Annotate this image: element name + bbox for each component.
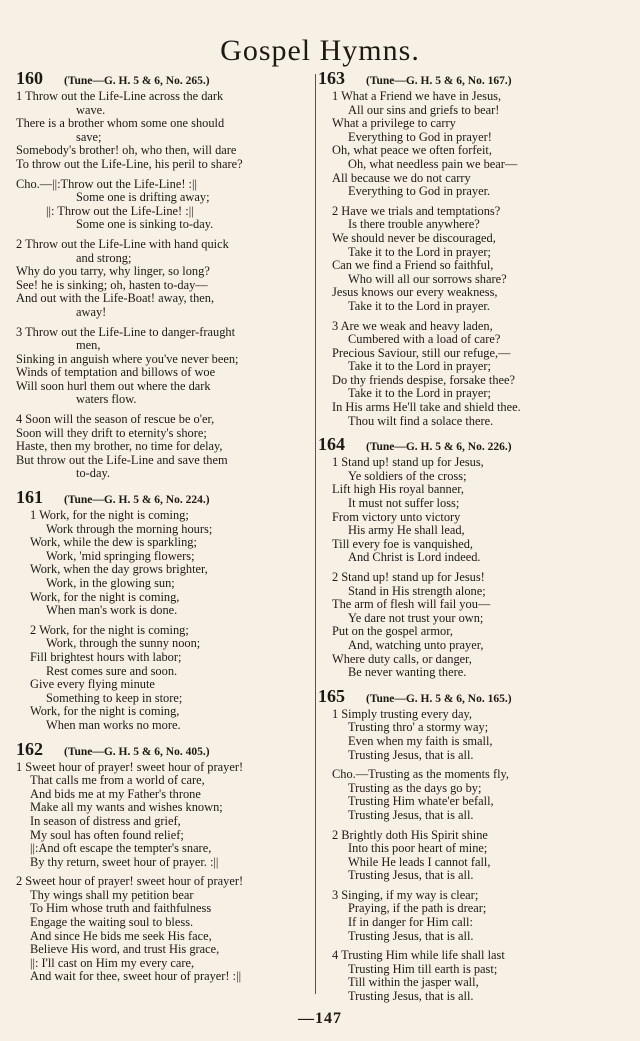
verse-line: Put on the gospel armor, [332, 625, 453, 639]
verse-line: That calls me from a world of care, [30, 774, 205, 788]
verse-line: Is there trouble anywhere? [348, 218, 480, 232]
verse-line: 3 Singing, if my way is clear; [332, 888, 479, 902]
verse-line: See! he is sinking; oh, hasten to-day— [16, 278, 208, 292]
verse-line: Oh, what peace we often forfeit, [332, 144, 492, 158]
verse-line: Trusting as the days go by; [348, 781, 482, 795]
verse-line: All our sins and griefs to bear! [348, 103, 500, 117]
verse-line: In season of distress and grief, [30, 814, 181, 828]
verse-line: It must not suffer loss; [348, 497, 460, 511]
verse-line: Take it to the Lord in prayer; [348, 387, 491, 401]
verse-line: Take it to the Lord in prayer; [348, 360, 491, 374]
verse-line: We should never be discouraged, [332, 231, 496, 245]
right-column [318, 70, 624, 1012]
verse [318, 829, 624, 883]
hymn-number: 163 [318, 68, 345, 88]
verse-line: and strong; [76, 251, 132, 265]
hymn-header [318, 436, 624, 456]
verse-line: My soul has often found relief; [30, 828, 184, 842]
left-column [16, 70, 314, 992]
verse [318, 320, 624, 429]
hymn-header [16, 70, 314, 90]
verse-line: Why do you tarry, why linger, so long? [16, 265, 210, 279]
verse [318, 205, 624, 314]
verse-line: Work, when the day grows brighter, [30, 563, 208, 577]
verse-line: 2 Brightly doth His Spirit shine [332, 828, 488, 842]
hymn-number: 162 [16, 738, 43, 759]
hymn [16, 738, 314, 985]
tune-reference: (Tune—G. H. 5 & 6, No. 165.) [366, 692, 512, 705]
verse-line: And Christ is Lord indeed. [348, 551, 481, 565]
verse-line: Cumbered with a load of care? [348, 333, 501, 347]
verse-line: Cho.—||:Throw out the Life-Line! :|| [16, 177, 197, 191]
verse-line: 1 Throw out the Life-Line across the dark [16, 90, 224, 103]
verse-line: Thy wings shall my petition bear [30, 888, 194, 902]
verse-line: Precious Saviour, still our refuge,— [332, 346, 511, 360]
hymn-header [16, 738, 314, 761]
verse-line: The arm of flesh will fail you— [332, 598, 491, 612]
verse-line: 2 Sweet hour of prayer! sweet hour of prayer! [16, 875, 244, 889]
verse-line: wave. [76, 103, 106, 117]
verse-line: Trusting thro' a stormy way; [348, 721, 489, 735]
verse-line: 1 Simply trusting every day, [332, 707, 472, 721]
verse-line: And bids me at my Father's throne [30, 787, 201, 801]
verse-line: Ye soldiers of the cross; [348, 469, 467, 483]
verse-line: 2 Throw out the Life-Line with hand quick [16, 237, 229, 251]
verse-line: Trusting Him till earth is past; [348, 962, 498, 976]
verse-line: And wait for thee, sweet hour of prayer! :|| [30, 970, 242, 984]
hymn-header [318, 685, 624, 708]
verse-line: Work, for the night is coming, [30, 590, 180, 604]
verse-line: Praying, if the path is drear; [348, 902, 487, 916]
verse-line: Some one is sinking to-day. [76, 218, 214, 232]
verse-line: Trusting Jesus, that is all. [348, 808, 474, 822]
verse-line: Trusting Jesus, that is all. [348, 990, 474, 1004]
verse-line: To Him whose truth and faithfulness [30, 902, 212, 916]
verse [16, 509, 314, 618]
verse-line: Till within the jasper wall, [348, 976, 479, 990]
verse-line: Everything to God in prayer! [348, 130, 492, 144]
verse [318, 571, 624, 680]
verse-line: In His arms He'll take and shield thee. [332, 401, 521, 415]
verse-line: While He leads I cannot fall, [348, 855, 491, 869]
column-divider [315, 74, 316, 994]
verse-line: Stand in His strength alone; [348, 584, 486, 598]
verse-line: Some one is drifting away; [76, 191, 210, 205]
verse-line: men, [76, 339, 101, 353]
verse [16, 624, 314, 733]
hymn-number: 164 [318, 434, 345, 455]
tune-reference: (Tune—G. H. 5 & 6, No. 224.) [64, 494, 210, 507]
verse-line: Believe His word, and trust His grace, [30, 943, 220, 957]
verse-line: waters flow. [76, 393, 137, 407]
hymn [16, 489, 314, 733]
verse-line: From victory unto victory [332, 510, 461, 524]
verse-line: 4 Trusting Him while life shall last [332, 949, 505, 963]
verse-line: Will soon hurl them out where the dark [16, 379, 211, 393]
verse-line: 1 Stand up! stand up for Jesus, [332, 456, 484, 470]
verse [16, 178, 314, 232]
verse-line: Work, in the glowing sun; [46, 577, 175, 590]
verse [318, 889, 624, 943]
verse-line: ||: Throw out the Life-Line! :|| [46, 204, 194, 218]
verse-line: Trusting Him whate'er befall, [348, 795, 494, 809]
verse-line: Where duty calls, or danger, [332, 652, 472, 666]
verse-line: Work, while the dew is sparkling; [30, 536, 197, 550]
hymn-number: 161 [16, 487, 43, 508]
verse [16, 761, 314, 870]
verse-line: Take it to the Lord in prayer; [348, 245, 491, 259]
verse-line: 2 Have we trials and temptations? [332, 204, 501, 218]
verse-line: And since He bids me seek His face, [30, 929, 212, 943]
verse-line: Fill brightest hours with labor; [30, 650, 182, 664]
verse [16, 326, 314, 408]
verse-line: Thou wilt find a solace there. [348, 414, 494, 428]
hymn [16, 70, 314, 481]
verse-line: Rest comes sure and soon. [46, 664, 178, 678]
verse-line: Work, 'mid springing flowers; [46, 549, 195, 563]
verse-line: Somebody's brother! oh, who then, will dare [16, 144, 237, 158]
verse-line: Soon will they drift to eternity's shore; [16, 426, 207, 440]
verse-line: Be never wanting there. [348, 666, 467, 680]
verse-line: Into this poor heart of mine; [348, 842, 488, 856]
verse-line: If in danger for Him call: [348, 916, 473, 930]
tune-reference: (Tune—G. H. 5 & 6, No. 167.) [366, 75, 512, 87]
verse-line: Work, for the night is coming, [30, 705, 180, 719]
verse-line: And out with the Life-Boat! away, then, [16, 292, 215, 306]
hymn [318, 685, 624, 1004]
hymn-number: 165 [318, 685, 345, 706]
verse-line: When man's work is done. [46, 604, 178, 618]
hymn-header [16, 489, 314, 509]
verse [318, 456, 624, 565]
verse-line: What a privilege to carry [332, 117, 456, 131]
tune-reference: (Tune—G. H. 5 & 6, No. 265.) [64, 75, 210, 87]
verse [318, 708, 624, 762]
verse-line: 1 Work, for the night is coming; [30, 509, 189, 523]
verse-line: 2 Work, for the night is coming; [30, 623, 189, 637]
verse-line: Trusting Jesus, that is all. [348, 929, 474, 943]
verse-line: save; [76, 130, 102, 144]
verse-line: Give every flying minute [30, 678, 155, 692]
verse-line: Engage the waiting soul to bless. [30, 916, 194, 930]
verse-line: All because we do not carry [332, 171, 471, 185]
verse-line: And, watching unto prayer, [348, 638, 484, 652]
verse-line: Work, through the sunny noon; [46, 637, 201, 651]
verse-line: Jesus knows our every weakness, [332, 286, 498, 300]
verse-line: 2 Stand up! stand up for Jesus! [332, 571, 485, 584]
verse-line: Trusting Jesus, that is all. [348, 869, 474, 883]
verse [16, 90, 314, 172]
verse-line: By thy return, sweet hour of prayer. :|| [30, 855, 219, 869]
verse-line: away! [76, 305, 107, 319]
verse-line: Everything to God in prayer. [348, 185, 491, 199]
verse-line: ||: I'll cast on Him my every care, [30, 956, 195, 970]
verse-line: 1 Sweet hour of prayer! sweet hour of prayer! [16, 760, 244, 774]
verse-line: Winds of temptation and billows of woe [16, 366, 216, 380]
verse [318, 90, 624, 199]
verse-line: Haste, then my brother, no time for delay, [16, 440, 223, 454]
verse-line: Even when my faith is small, [348, 734, 493, 748]
hymn [318, 436, 624, 680]
tune-reference: (Tune—G. H. 5 & 6, No. 405.) [64, 745, 210, 758]
tune-reference: (Tune—G. H. 5 & 6, No. 226.) [366, 441, 512, 454]
verse [16, 238, 314, 320]
verse-line: When man works no more. [46, 718, 181, 732]
verse-line: 4 Soon will the season of rescue be o'er, [16, 413, 215, 427]
verse-line: There is a brother whom some one should [16, 117, 225, 131]
verse-line: Lift high His royal banner, [332, 483, 464, 497]
verse-line: Can we find a Friend so faithful, [332, 259, 494, 273]
verse-line: Something to keep in store; [46, 691, 183, 705]
page-title: Gospel Hymns. [220, 34, 420, 67]
hymn-number: 160 [16, 68, 43, 88]
hymn-header [318, 70, 624, 90]
hymn [318, 70, 624, 428]
verse-line: Till every foe is vanquished, [332, 537, 473, 551]
verse-line: to-day. [76, 467, 110, 481]
verse-line: To throw out the Life-Line, his peril to share? [16, 157, 243, 171]
verse-line: Take it to the Lord in prayer. [348, 299, 490, 313]
verse-line: Ye dare not trust your own; [348, 611, 484, 625]
verse [318, 768, 624, 822]
verse-line: Cho.—Trusting as the moments fly, [332, 768, 510, 782]
page-number: —147 [298, 1010, 342, 1027]
verse-line: ||:And oft escape the tempter's snare, [30, 842, 212, 856]
verse-line: 3 Throw out the Life-Line to danger-fraught [16, 325, 236, 339]
verse-line: Sinking in anguish where you've never been; [16, 352, 239, 366]
verse-line: 3 Are we weak and heavy laden, [332, 319, 493, 333]
verse [16, 413, 314, 481]
verse [16, 875, 314, 984]
verse-line: 1 What a Friend we have in Jesus, [332, 90, 502, 103]
verse-line: But throw out the Life-Line and save them [16, 453, 228, 467]
verse-line: Who will all our sorrows share? [348, 272, 507, 286]
verse [318, 949, 624, 1003]
verse-line: Oh, what needless pain we bear— [348, 157, 518, 171]
verse-line: Do thy friends despise, forsake thee? [332, 373, 516, 387]
verse-line: Work through the morning hours; [46, 522, 213, 536]
verse-line: Trusting Jesus, that is all. [348, 748, 474, 762]
verse-line: His army He shall lead, [348, 524, 465, 538]
verse-line: Make all my wants and wishes known; [30, 801, 223, 815]
